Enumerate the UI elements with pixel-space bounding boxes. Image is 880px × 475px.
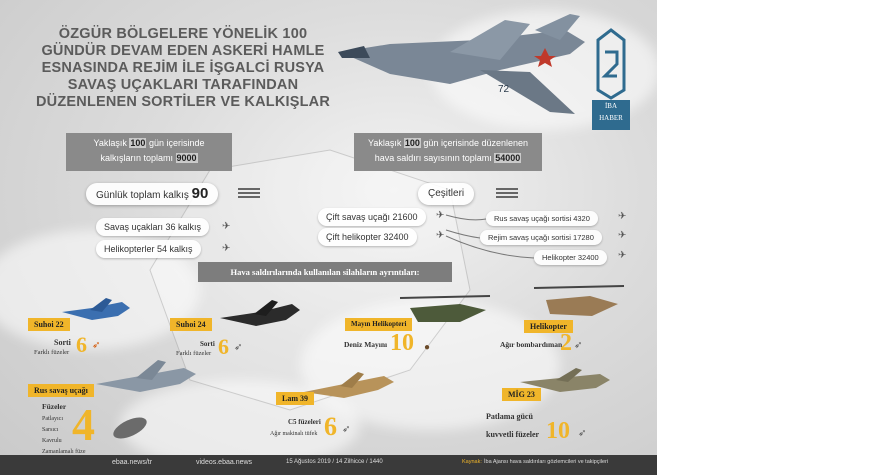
stat-right-mid: gün içerisinde düzenlenen [423,138,528,148]
su22-desc2: Farklı füzeler [34,349,70,356]
jet-icon: ✈ [618,230,627,241]
jet-icon: ✈ [436,210,445,221]
russian-jet-label: Rus savaş uçağı [28,384,94,397]
l39-count: 6 [324,412,337,441]
missile-type-item: Kavrulu [42,438,62,444]
sea-mine-icon: ● [424,342,431,353]
stat-right-pre: Yaklaşık [368,138,402,148]
missile-icon: ➶ [92,340,101,351]
types-label: Çeşitleri [428,188,465,199]
date-text: 15 Ağustos 2019 / 14 Zilhicce / 1440 [286,459,383,465]
stat-right-line2: hava saldırı sayısının toplamı [374,153,492,163]
su22-label: Suhoi 22 [28,318,70,331]
russian-jet-desc: Füzeler [42,402,67,411]
missile-type-item: Zamanlamalı füze [42,449,86,455]
double-heli-label: Çift helikopter 32400 [326,232,409,242]
jet-icon: ✈ [222,221,231,232]
source-label: Kaynak: [462,459,482,465]
stat-right-total: 54000 [495,153,521,163]
mine-heli-label: Mayın Helikopteri [345,318,412,331]
weapons-header: Hava saldırılarında kullanılan silahların ayrıntıları: [198,262,452,282]
logo-line1: İBA [604,102,618,110]
su24-jet-image [220,300,300,330]
logo-line2: HABER [599,114,623,122]
footer-bar [0,455,657,475]
bomb-icon: ➶ [574,340,583,351]
su24-count: 6 [218,334,229,359]
missile-type-item: Sarsıcı [42,427,59,433]
russian-sortie-label: Rus savaş uçağı sortisi 4320 [494,214,590,223]
daily-value: 90 [191,185,209,202]
mig23-desc1: Patlama gücü [486,412,533,421]
missile-icon: ➶ [234,342,243,353]
stat-right-days: 100 [404,138,420,148]
mine-heli-desc: Deniz Mayını [344,340,388,349]
su22-desc1: Sorti [54,338,71,347]
double-fighter-label: Çift savaş uçağı 21600 [326,212,418,222]
su22-count: 6 [76,332,87,357]
russian-jet-count: 4 [72,399,95,450]
l39-desc1: C5 füzeleri [288,418,321,426]
su24-label: Suhoi 24 [170,318,212,331]
missile-type-item: Patlayıcı [42,416,63,422]
l39-jet-image [304,372,394,402]
helicopter-count: 2 [560,330,572,356]
helicopter-icon: ✈ [436,230,445,241]
heli-takeoffs-label: Helikopterler 54 kalkış [104,244,193,254]
mine-heli-count: 10 [390,330,414,356]
su24-desc2: Farklı füzeler [176,350,212,357]
source-text: İba Ajansı hava saldırıları gözlemcileri ve takipçileri [484,459,609,465]
poster-title: ÖZGÜR BÖLGELERE YÖNELİK 100 GÜNDÜR DEVAM EDEN ASKERİ HAMLE ESNASINDA REJİM İLE İŞGALCİ RUSYA SAVAŞ UÇAKLARI TARAFINDAN DÜZENLENEN SORTİLER VE KALKIŞLAR [36,26,330,110]
helicopter-icon: ✈ [618,250,627,261]
missile-icon: ➶ [578,428,587,439]
helicopter-image [534,284,624,324]
stat-left-total: 9000 [176,153,197,163]
helicopter-icon: ✈ [222,243,231,254]
mig23-label: MİG 23 [502,388,541,401]
missile-icon: ➶ [342,424,351,435]
l39-label: Lam 39 [276,392,314,405]
daily-label: Günlük toplam kalkış [96,190,189,201]
mig23-desc2: kuvvetli füzeler [486,430,540,439]
russian-jet-image [96,360,196,400]
videos-link[interactable]: videos.ebaa.news [196,459,253,466]
svg-text:72: 72 [498,84,510,95]
stat-left-mid: gün içerisinde [148,138,205,148]
mig23-count: 10 [546,418,570,444]
su24-desc1: Sorti [200,340,215,348]
mine-helicopter-image [400,294,490,330]
web-link[interactable]: ebaa.news/tr [112,459,153,466]
l39-desc2: Ağır makinalı tüfek [270,431,318,437]
jet-icon: ✈ [618,211,627,222]
fighter-takeoffs-label: Savaş uçakları 36 kalkış [104,222,202,232]
helicopter-sortie-label: Helikopter 32400 [542,253,599,262]
su22-jet-image [62,298,132,326]
stat-left-line2: kalkışların toplamı [100,153,173,163]
stat-left-days: 100 [130,138,146,148]
stat-left-pre: Yaklaşık [93,138,127,148]
helicopter-label: Helikopter [524,320,573,333]
regime-sortie-label: Rejim savaş uçağı sortisi 17280 [488,233,594,242]
bomb-icon [108,414,152,442]
helicopter-desc: Ağır bombardıman [500,340,563,349]
